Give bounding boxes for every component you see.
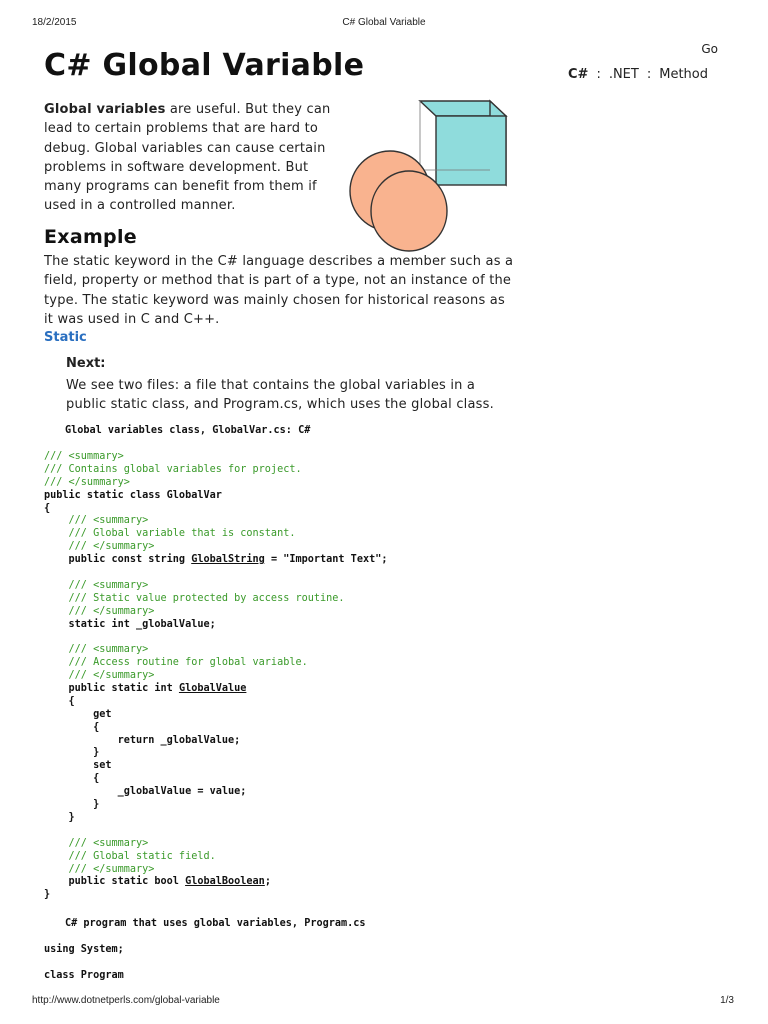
crumb-method[interactable]: Method bbox=[659, 67, 708, 82]
code-comment: /// Global static field. bbox=[44, 850, 216, 862]
crumb-dotnet[interactable]: .NET bbox=[608, 67, 639, 82]
code-comment: /// Static value protected by access routine. bbox=[44, 592, 345, 604]
code-line: } bbox=[44, 811, 75, 823]
code-line: return _globalValue; bbox=[44, 734, 241, 746]
code-comment: /// <summary> bbox=[44, 515, 149, 527]
code-line: public static int GlobalValue bbox=[44, 683, 247, 695]
code-line bbox=[44, 515, 387, 528]
code-comment: /// </summary> bbox=[44, 476, 130, 488]
breadcrumb bbox=[568, 67, 708, 82]
code-block-globalvar bbox=[44, 451, 387, 902]
crumb-separator: : bbox=[596, 67, 601, 82]
code-line bbox=[44, 864, 387, 877]
code-line: { bbox=[44, 721, 100, 733]
code-line bbox=[44, 825, 387, 838]
code-line bbox=[44, 567, 387, 580]
print-header-title: C# Global Variable bbox=[342, 17, 426, 28]
code-line: } bbox=[44, 747, 100, 759]
page-title: C# Global Variable bbox=[44, 48, 365, 83]
code-line: } bbox=[44, 889, 51, 901]
code-line: } bbox=[44, 799, 100, 811]
code-line bbox=[44, 464, 387, 477]
code-comment: /// </summary> bbox=[44, 863, 155, 875]
code-comment: /// </summary> bbox=[44, 541, 155, 553]
crumb-separator: : bbox=[646, 67, 652, 82]
code-line bbox=[44, 657, 387, 670]
code-caption-program: C# program that uses global variables, Program.cs bbox=[65, 918, 366, 929]
code-line bbox=[44, 644, 387, 657]
cube-and-circles-illustration bbox=[346, 96, 516, 256]
code-line: static int _globalValue; bbox=[44, 618, 216, 630]
intro-paragraph bbox=[44, 100, 334, 216]
example-paragraph: The static keyword in the C# language describes a member such as a field, property or method that is part of a type, not an instance of the type. The static keyword was mainly chosen for historical reasons as it was used in C and C++. bbox=[44, 254, 514, 327]
next-paragraph: We see two files: a file that contains the global variables in a public static class, and Program.cs, which uses the global class. bbox=[66, 378, 494, 413]
intro-bold: Global variables bbox=[44, 102, 166, 117]
intro-text: are useful. But they can lead to certain problems that are hard to debug. Global variables can cause certain problems in software development. But many programs can benefit from them if used in a controlled manner. bbox=[44, 102, 331, 214]
code-comment: /// Global variable that is constant. bbox=[44, 528, 296, 540]
circles-icon bbox=[350, 151, 447, 251]
code-line bbox=[44, 451, 387, 464]
code-comment: /// Contains global variables for project. bbox=[44, 463, 302, 475]
code-line bbox=[44, 580, 387, 593]
code-comment: /// <summary> bbox=[44, 579, 149, 591]
example-heading: Example bbox=[44, 226, 137, 248]
code-caption-globalvar: Global variables class, GlobalVar.cs: C# bbox=[65, 425, 311, 436]
code-line bbox=[44, 670, 387, 683]
code-line bbox=[44, 593, 387, 606]
code-member-link[interactable]: GlobalValue bbox=[178, 683, 247, 695]
code-comment: /// </summary> bbox=[44, 670, 155, 682]
code-line: class Program bbox=[44, 969, 124, 981]
code-line bbox=[44, 851, 387, 864]
code-line: { bbox=[44, 773, 100, 785]
code-line: public const string GlobalString = "Important Text"; bbox=[44, 554, 388, 566]
code-line bbox=[44, 528, 387, 541]
code-line: public static class GlobalVar bbox=[44, 489, 222, 501]
code-line: public static bool GlobalBoolean; bbox=[44, 876, 271, 888]
cube-icon bbox=[420, 101, 506, 185]
code-line bbox=[44, 541, 387, 554]
print-page-number: 1/3 bbox=[720, 995, 734, 1006]
code-line: using System; bbox=[44, 944, 124, 955]
code-line: { bbox=[44, 695, 75, 707]
go-link[interactable]: Go bbox=[701, 42, 718, 56]
code-comment: /// Access routine for global variable. bbox=[44, 657, 308, 669]
code-block-program bbox=[44, 944, 124, 983]
static-link[interactable]: Static bbox=[44, 330, 87, 345]
code-line bbox=[44, 838, 387, 851]
code-line bbox=[44, 606, 387, 619]
code-member-link[interactable]: GlobalBoolean bbox=[185, 876, 265, 888]
code-comment: /// <summary> bbox=[44, 451, 124, 462]
code-comment: /// <summary> bbox=[44, 837, 149, 849]
code-line: set bbox=[44, 760, 112, 772]
crumb-csharp[interactable]: C# bbox=[568, 67, 589, 82]
print-date: 18/2/2015 bbox=[32, 17, 77, 28]
code-line bbox=[44, 957, 124, 970]
code-line: _globalValue = value; bbox=[44, 786, 247, 798]
next-label: Next: bbox=[66, 356, 106, 371]
code-line: get bbox=[44, 708, 112, 720]
code-line bbox=[44, 477, 387, 490]
code-line bbox=[44, 631, 387, 644]
code-comment: /// <summary> bbox=[44, 644, 149, 656]
print-url[interactable]: http://www.dotnetperls.com/global-variable bbox=[32, 995, 220, 1006]
code-member-link[interactable]: GlobalString bbox=[191, 554, 265, 566]
code-comment: /// </summary> bbox=[44, 605, 155, 617]
code-line: { bbox=[44, 502, 51, 514]
